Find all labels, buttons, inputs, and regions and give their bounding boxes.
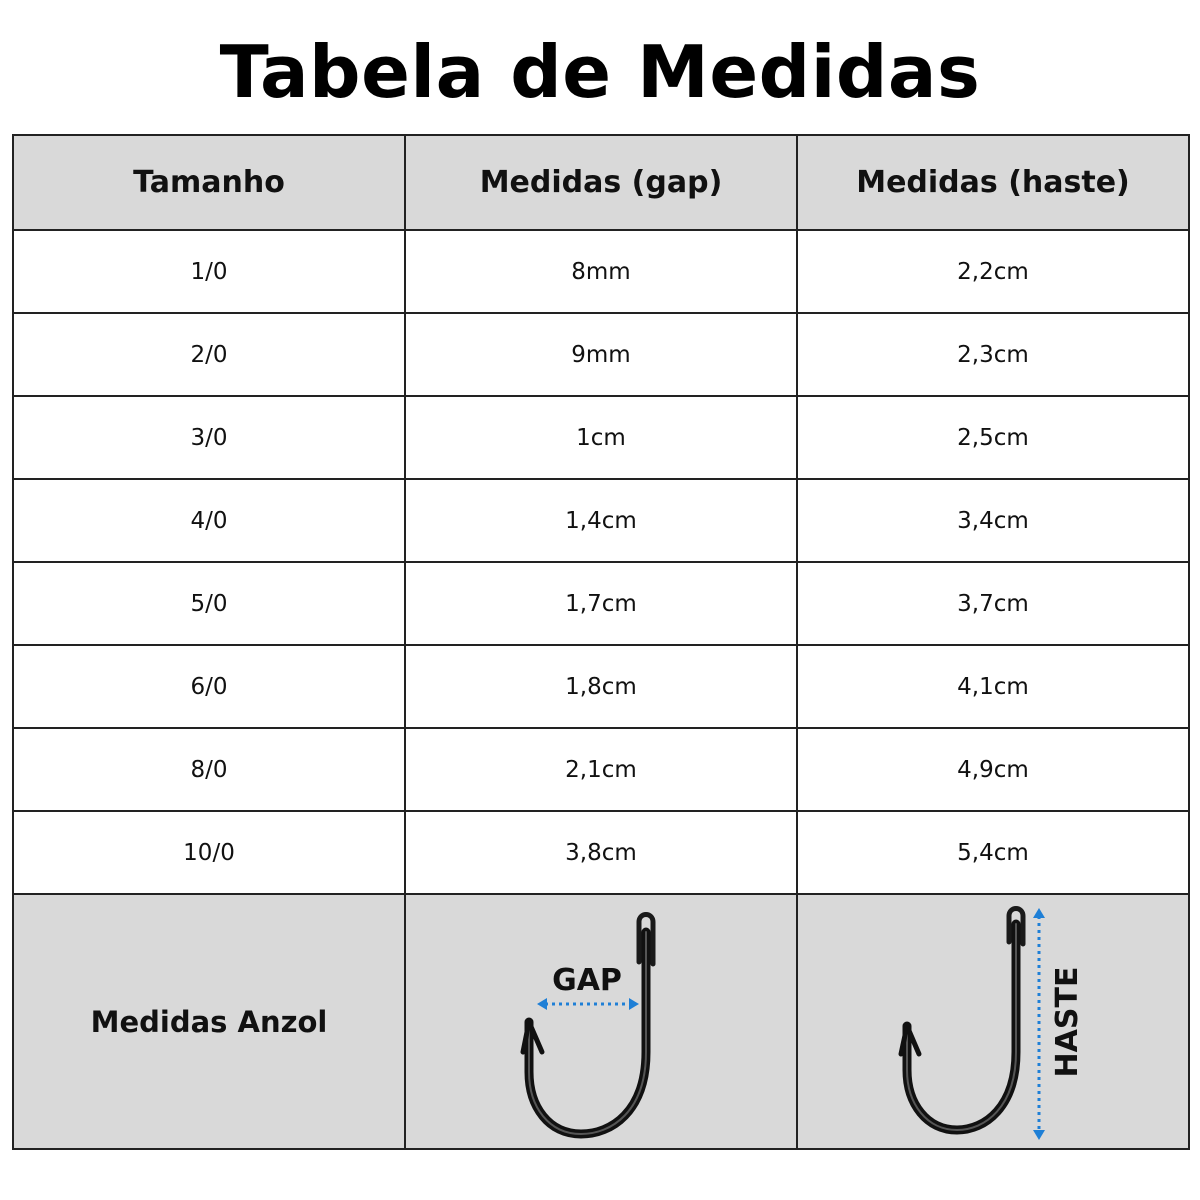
header-shank: Medidas (haste): [797, 135, 1189, 230]
cell-size: 3/0: [13, 396, 405, 479]
table-row: [13, 728, 1189, 811]
cell-gap: 2,1cm: [405, 728, 797, 811]
table-row: [13, 396, 1189, 479]
cell-gap: 3,8cm: [405, 811, 797, 894]
table-row: [13, 562, 1189, 645]
cell-size: 8/0: [13, 728, 405, 811]
cell-shank: 3,7cm: [797, 562, 1189, 645]
header-size: Tamanho: [13, 135, 405, 230]
cell-shank: 2,3cm: [797, 313, 1189, 396]
hook-label-cell: [13, 894, 405, 1149]
shank-diagram-cell: [797, 894, 1189, 1149]
cell-gap: 1cm: [405, 396, 797, 479]
cell-shank: 5,4cm: [797, 811, 1189, 894]
cell-shank: 3,4cm: [797, 479, 1189, 562]
cell-size: 2/0: [13, 313, 405, 396]
gap-hook-illustration: [501, 902, 701, 1142]
cell-size: 1/0: [13, 230, 405, 313]
cell-size: 5/0: [13, 562, 405, 645]
cell-size: 10/0: [13, 811, 405, 894]
gap-label: GAP: [552, 962, 622, 998]
cell-gap: 8mm: [405, 230, 797, 313]
table-row: [13, 313, 1189, 396]
page-title: Tabela de Medidas: [219, 30, 981, 114]
cell-shank: 4,1cm: [797, 645, 1189, 728]
table-row: [13, 230, 1189, 313]
table-row: [13, 811, 1189, 894]
fishhook-icon: [907, 924, 1016, 1130]
header-gap: Medidas (gap): [405, 135, 797, 230]
cell-shank: 2,2cm: [797, 230, 1189, 313]
cell-shank: 4,9cm: [797, 728, 1189, 811]
hook-diagram-row: [13, 894, 1189, 1149]
table-body: [13, 230, 1189, 894]
cell-size: 4/0: [13, 479, 405, 562]
cell-shank: 2,5cm: [797, 396, 1189, 479]
haste-label: HASTE: [1050, 966, 1085, 1077]
table-row: [13, 645, 1189, 728]
gap-diagram-cell: [405, 894, 797, 1149]
hook-label: Medidas Anzol: [90, 1004, 328, 1039]
table-row: [13, 479, 1189, 562]
table-header-row: [13, 135, 1189, 230]
measures-table: [12, 134, 1190, 1150]
shank-hook-illustration: [883, 902, 1103, 1142]
cell-gap: 1,4cm: [405, 479, 797, 562]
cell-gap: 1,7cm: [405, 562, 797, 645]
cell-gap: 1,8cm: [405, 645, 797, 728]
cell-gap: 9mm: [405, 313, 797, 396]
cell-size: 6/0: [13, 645, 405, 728]
